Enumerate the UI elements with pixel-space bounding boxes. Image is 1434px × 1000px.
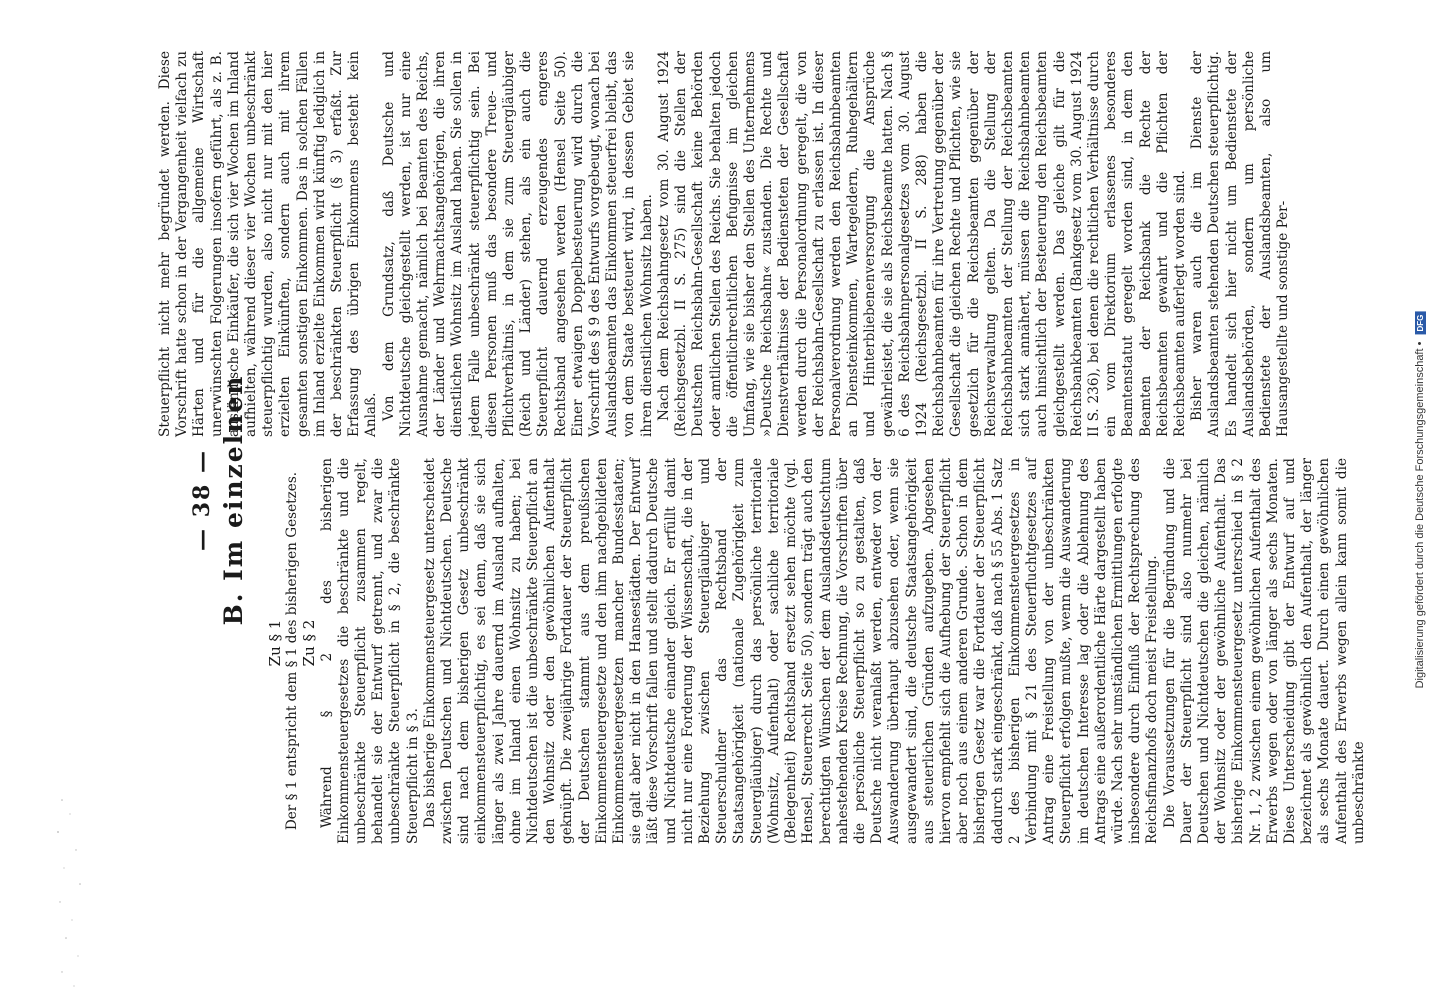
body-paragraph: Steuerpflicht nicht mehr begründet werden. Diese Vorschrift hatte schon in der Vergangenheit vielfach zu Härten und für die allgemeine Wirtschaft unerwünschten Folgerungen insofern geführt, als z. B. ausländische Einkäufer, die sich vier Wochen im Inland aufhielten, während dieser vier Wochen unbeschränkt steuerpflichtig wurden, also nicht nur mit den hier erzielten Einkünften, sondern auch mit ihrem gesamten sonstigen Einkommen. Das in solchen Fällen im Inland erzielte Einkommen wird künftig lediglich in der beschränkten Steuerpflicht (§ 3) erfaßt. Zur Erfassung des übrigen Einkommens besteht kein Anlaß. xyxy=(157,51,380,437)
scanned-page xyxy=(67,50,1367,950)
digitization-credit xyxy=(1405,0,1434,1000)
body-paragraph: Das bisherige Einkommensteuergesetz unterscheidet zwischen Deutschen und Nichtdeutschen. Deutsche sind nach dem bisherigen Gesetz unbeschränkt einkommensteuerpflichtig, es sei denn, daß sie sich länger als zwei Jahre dauernd im Ausland aufhalten, ohne im Inland einen Wohnsitz zu haben; bei Nichtdeutschen ist die unbeschränkte Steuerpflicht an den Wohnsitz oder den gewöhnlichen Aufenthalt geknüpft. Die zweijährige Fortdauer der Steuerpflicht der Deutschen stammt aus dem preußischen Einkommensteuergesetze und den ihm nachgebildeten Einkommensteuergesetzen mancher Bundesstaaten; sie galt aber nicht in den Hansestädten. Der Entwurf läßt diese Vorschrift fallen und stellt dadurch Deutsche und Nichtdeutsche einander gleich. Er erfüllt damit nicht nur eine Forderung der Wissenschaft, die in der Beziehung zwischen Steuergläubiger und Steuerschuldner das Rechtsband der Staatsangehörigkeit (nationale Zugehörigkeit zum Steuergläubiger) durch das persönliche territoriale (Wohnsitz, Aufenthalt) oder sachliche territoriale (Belegenheit) Rechtsband ersetzt sehen möchte (vgl. Hensel, Steuerrecht Seite 50), sondern trägt auch den berechtigten Wünschen der dem Auslandsdeutschtum nahestehenden Kreise Rechnung, die Vorschriften über die persönliche Steuerpflicht so zu gestalten, daß Deutsche nicht veranlaßt werden, entweder von der Auswanderung überhaupt abzusehen oder, wenn sie ausgewandert sind, die deutsche Staatsangehörigkeit aus steuerlichen Gründen aufzugeben. Abgesehen hiervon empfiehlt sich die Aufhebung der Steuerpflicht aber noch aus einem anderen Grunde. Schon in dem bisherigen Gesetz war die Fortdauer der Steuerpflicht dadurch stark eingeschränkt, daß nach § 55 Abs. 1 Satz 2 des bisherigen Einkommensteuergesetzes in Verbindung mit § 21 des Steuerfluchtgesetzes auf Antrag eine Freistellung von der unbeschränkten Steuerpflicht erfolgen mußte, wenn die Auswanderung im deutschen Interesse lag oder die Ablehnung des Antrags eine außerordentliche Härte dargestellt haben würde. Nach sehr umständlichen Ermittlungen erfolgte insbesondere durch Einfluß der Rechtsprechung des Reichsfinanzhofs doch meist Freistellung. xyxy=(421,458,1161,844)
dfg-logo: DFG xyxy=(1415,312,1426,335)
paragraph-heading-1: Zu § 1 xyxy=(266,619,284,667)
paragraph-1-text: Der § 1 entspricht dem § 1 des bisherigen Gesetzes. xyxy=(284,471,301,831)
body-paragraph: Die Voraussetzungen für die Begründung und die Dauer der Steuerpflicht sind also nunmehr bei Deutschen und Nichtdeutschen die gleichen, nämlich der Wohnsitz oder der gewöhnliche Aufenthalt. Das bisherige Einkommensteuergesetz unterschied in § 2 Nr. 1, 2 zwischen einem gewöhnlichen Aufenthalt des Erwerbs wegen oder von länger als sechs Monaten. Diese Unterscheidung gibt der Entwurf auf und bezeichnet als gewöhnlich den Aufenthalt, der länger als sechs Monate dauert. Durch einen gewöhnlichen Aufenthalt des Erwerbs wegen allein kann somit die unbeschränkte xyxy=(1161,458,1367,844)
body-paragraph: Nach dem Reichsbahngesetz vom 30. August 1924 (Reichsgesetzbl. II S. 275) sind die Stellen der Deutschen Reichsbahn-Gesellschaft keine Behörden oder amtlichen Stellen des Reichs. Sie behalten jedoch die öffentlichrechtlichen Befugnisse im gleichen Umfang, wie sie bisher den Stellen des Unternehmens »Deutsche Reichsbahn« zustanden. Die Rechte und Dienstverhältnisse der Bediensteten der Gesellschaft werden durch die Personalordnung geregelt, die von der Reichsbahn-Gesellschaft zu erlassen ist. In dieser Personalverordnung werden den Reichsbahnbeamten an Diensteinkommen, Wartegeldern, Ruhegehältern und Hinterbliebenenversorgung die Ansprüche gewährleistet, die sie als Reichsbeamte hatten. Nach § 6 des Reichsbahnpersonalgesetzes vom 30. August 1924 (Reichsgesetzbl. II S. 288) haben die Reichsbahnbeamten für ihre Vertretung gegenüber der Gesellschaft die gleichen Rechte und Pflichten, wie sie gesetzlich für die Reichsbeamten gegenüber der Reichsverwaltung gelten. Da die Stellung der Reichsbahnbeamten der Stellung der Reichsbeamten sich stark annähert, müssen die Reichsbahnbeamten auch hinsichtlich der Besteuerung den Reichsbeamten gleichgestellt werden. Das gleiche gilt für die Reichsbankbeamten (Bankgesetz vom 30. August 1924 II S. 236), bei denen die rechtlichen Verhältnisse durch ein vom Direktorium erlassenes besonderes Beamtenstatut geregelt worden sind, in dem den Beamten der Reichsbank die Rechte der Reichsbeamten gewahrt und die Pflichten der Reichsbeamten auferlegt worden sind. xyxy=(655,51,1188,437)
body-paragraph: Bisher waren auch die im Dienste der Auslandsbeamten stehenden Deutschen steuerpflichtig. Es handelt sich hier nicht um Bedienstete der Auslandsbehörden, sondern um persönliche Bedienstete der Auslandsbeamten, also um Hausangestellte und sonstige Per- xyxy=(1189,51,1292,437)
section-title: B. Im einzelnen xyxy=(219,374,248,626)
credit-text: Digitalisierung gefördert durch die Deutsche Forschungsgemeinschaft • xyxy=(1414,341,1426,689)
body-paragraph: Von dem Grundsatz, daß Deutsche und Nichtdeutsche gleichgestellt werden, ist nur eine Ausnahme gemacht, nämlich bei Beamten des Reichs, der Länder und Wehrmachtsangehörigen, die ihren dienstlichen Wohnsitz im Ausland haben. Sie sollen in jedem Falle unbeschränkt steuerpflichtig sein. Bei diesen Personen muß das besondere Treue- und Pflichtverhältnis, in dem sie zum Steuergläubiger (Reich und Länder) stehen, als ein auch die Steuerpflicht dauernd erzeugendes engeres Rechtsband angesehen werden (Hensel Seite 50). Einer etwaigen Doppelbesteuerung wird durch die Vorschrift des § 9 des Entwurfs vorgebeugt, wonach bei Auslandsbeamten das Einkommen steuerfrei bleibt, das von dem Staate besteuert wird, in dessen Gebiet sie ihren dienstlichen Wohnsitz haben. xyxy=(380,51,655,437)
left-column xyxy=(267,458,1368,844)
scan-noise xyxy=(50,780,110,1000)
right-column xyxy=(157,51,1292,437)
page-number: — 38 — xyxy=(189,449,215,551)
body-paragraph: Während § 2 des bisherigen Einkommensteuergesetzes die beschränkte und die unbeschränkte Steuerpflicht zusammen regelt, behandelt sie der Entwurf getrennt, und zwar die unbeschränkte Steuerpflicht in § 2, die beschränkte Steuerpflicht in § 3. xyxy=(318,458,421,844)
paragraph-heading-2: Zu § 2 xyxy=(300,619,319,667)
